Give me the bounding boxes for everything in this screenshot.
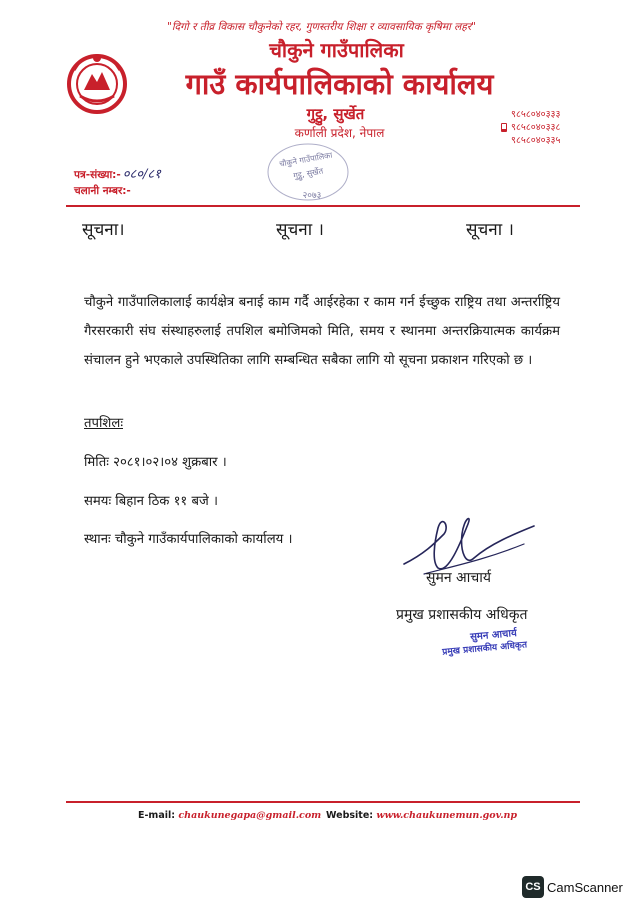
footer-divider	[66, 801, 580, 803]
signatory-name: सुमन आचार्य	[426, 570, 491, 586]
motto: "दिगो र तीव्र विकास चौकुनेको रहर, गुणस्तरीय शिक्षा र व्यावसायिक कृषिमा लहर"	[167, 21, 476, 33]
website-label: Website:	[326, 810, 374, 821]
stamp-title: प्रमुख प्रशासकीय अधिकृत	[441, 640, 528, 658]
stamp-name: सुमन आचार्य	[469, 627, 518, 644]
dispatch-number: चलानी नम्बर:-	[74, 185, 131, 197]
header-divider	[66, 205, 580, 207]
reference-label: पत्र-संख्या:-	[74, 169, 121, 181]
footer-email	[138, 810, 321, 821]
camscanner-label: CamScanner	[547, 879, 623, 895]
seal-line: २०७३	[302, 191, 322, 201]
camscanner-logo-icon: CS	[522, 876, 544, 898]
details-heading: तपशिलः	[84, 416, 123, 431]
notice-heading-center: सूचना ।	[276, 220, 324, 240]
district-address: गुट्ठु, सुर्खेत	[306, 105, 365, 123]
phone-number: ९८५८०४०३३३	[511, 109, 561, 120]
seal-line: चौकुने गाउँपालिका	[278, 150, 333, 169]
phone-icon	[500, 123, 508, 132]
office-name: चौकुने गाउँपालिका	[269, 38, 404, 62]
province-address: कर्णाली प्रदेश, नेपाल	[294, 126, 385, 140]
reference-value: ०८०/८१	[122, 167, 161, 182]
time-line: समयः बिहान ठिक ११ बजे ।	[84, 494, 218, 509]
date-line: मितिः २०८१।०२।०४ शुक्रबार ।	[84, 455, 227, 470]
office-seal-stamp	[262, 138, 354, 206]
phone-number: ९८५८०४०३३८	[511, 122, 561, 133]
phone-number: ९८५८०४०३३५	[511, 135, 561, 146]
reference-number	[74, 164, 161, 182]
notice-body: चौकुने गाउँपालिकालाई कार्यक्षेत्र बनाई काम गर्दै आईरहेका र काम गर्न ईच्छुक राष्ट्रिय तथा अन्तर्राष्ट्रिय गैरसरकारी संघ संस्थाहरुलाई तपशिल बमोजिमको मिति, समय र स्थानमा अन्तरक्रियात्मक कार्यक्रम संचालन हुने भएकाले उपस्थितिका लागि सम्बन्धित सबैका लागि यो सूचना प्रकाशन गरिएको छ ।	[84, 295, 560, 368]
signatory-designation: प्रमुख प्रशासकीय अधिकृत	[396, 607, 528, 623]
notice-heading-right: सूचना ।	[466, 220, 514, 240]
phone-row	[500, 108, 560, 121]
phone-list	[500, 108, 560, 147]
place-line: स्थानः चौकुने गाउँकार्यपालिकाको कार्यालय ।	[84, 532, 293, 547]
office-title: गाउँ कार्यपालिकाको कार्यालय	[185, 67, 494, 101]
email-link[interactable]: chaukunegapa@gmail.com	[178, 810, 322, 821]
camscanner-watermark	[522, 876, 623, 898]
phone-row	[500, 121, 560, 134]
footer-website	[326, 810, 517, 821]
email-label: E-mail:	[138, 810, 176, 821]
phone-row	[500, 134, 560, 147]
notice-heading-left: सूचना।	[82, 220, 125, 240]
seal-line: गुट्ठु, सुर्खेत	[292, 166, 324, 181]
website-link[interactable]: www.chaukunemun.gov.np	[376, 810, 518, 821]
